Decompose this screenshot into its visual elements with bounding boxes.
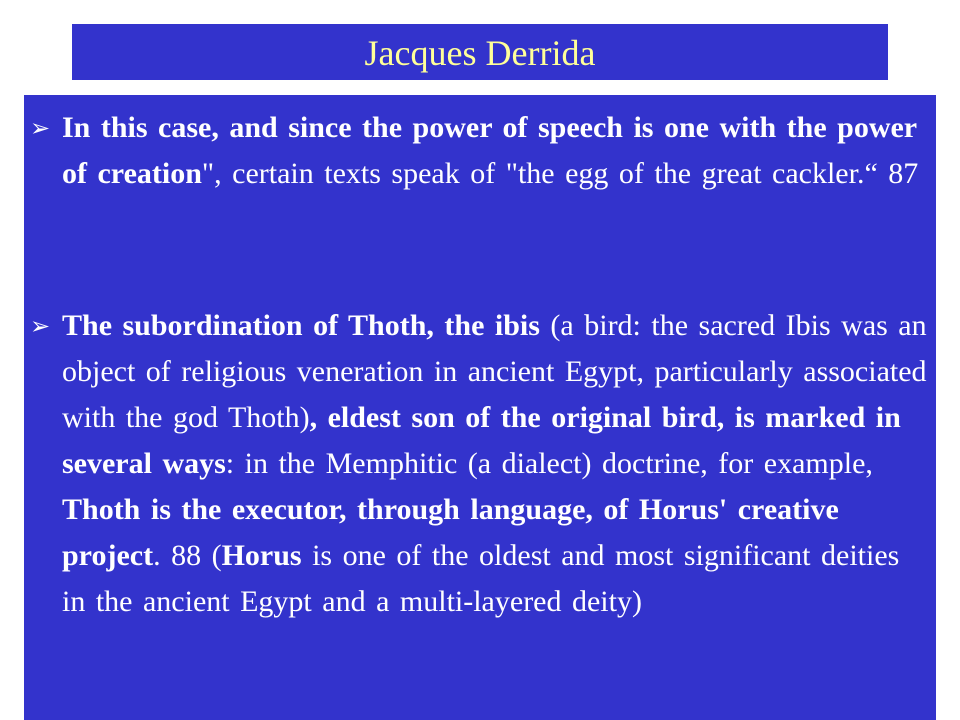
- text-phrase: is one of the oldest and most significant deities in the ancient Egypt and a multi-layered deity): [62, 539, 900, 618]
- bullet-item: [30, 303, 930, 625]
- slide-title: Jacques Derrida: [364, 33, 596, 73]
- bullet-text: [62, 303, 930, 625]
- text-phrase: ", certain texts speak of "the egg of the great cackler.“ 87: [201, 157, 919, 190]
- text-phrase: . 88 (: [153, 539, 222, 572]
- slide-title-bar: [72, 24, 888, 80]
- bullet-text: [62, 105, 930, 197]
- bold-phrase: , eldest son of the original bird, is marked in several ways: [62, 401, 901, 480]
- bold-phrase: Thoth is the executor, through language, of Horus' creative project: [62, 493, 839, 572]
- arrow-bullet-icon: ➢: [30, 114, 51, 142]
- bold-phrase: Horus: [221, 539, 302, 572]
- bold-phrase: In this case, and since the power of speech is one with the power of creation: [62, 111, 917, 190]
- slide-content-box: [24, 95, 936, 720]
- arrow-bullet-icon: ➢: [30, 312, 51, 340]
- text-phrase: (a bird: the sacred Ibis was an object of religious veneration in ancient Egypt, particularly associated with the god Thoth): [62, 309, 927, 434]
- bold-phrase: The subordination of Thoth, the ibis: [62, 309, 540, 342]
- text-phrase: : in the Memphitic (a dialect) doctrine, for example,: [225, 447, 873, 480]
- bullet-item: [30, 105, 930, 197]
